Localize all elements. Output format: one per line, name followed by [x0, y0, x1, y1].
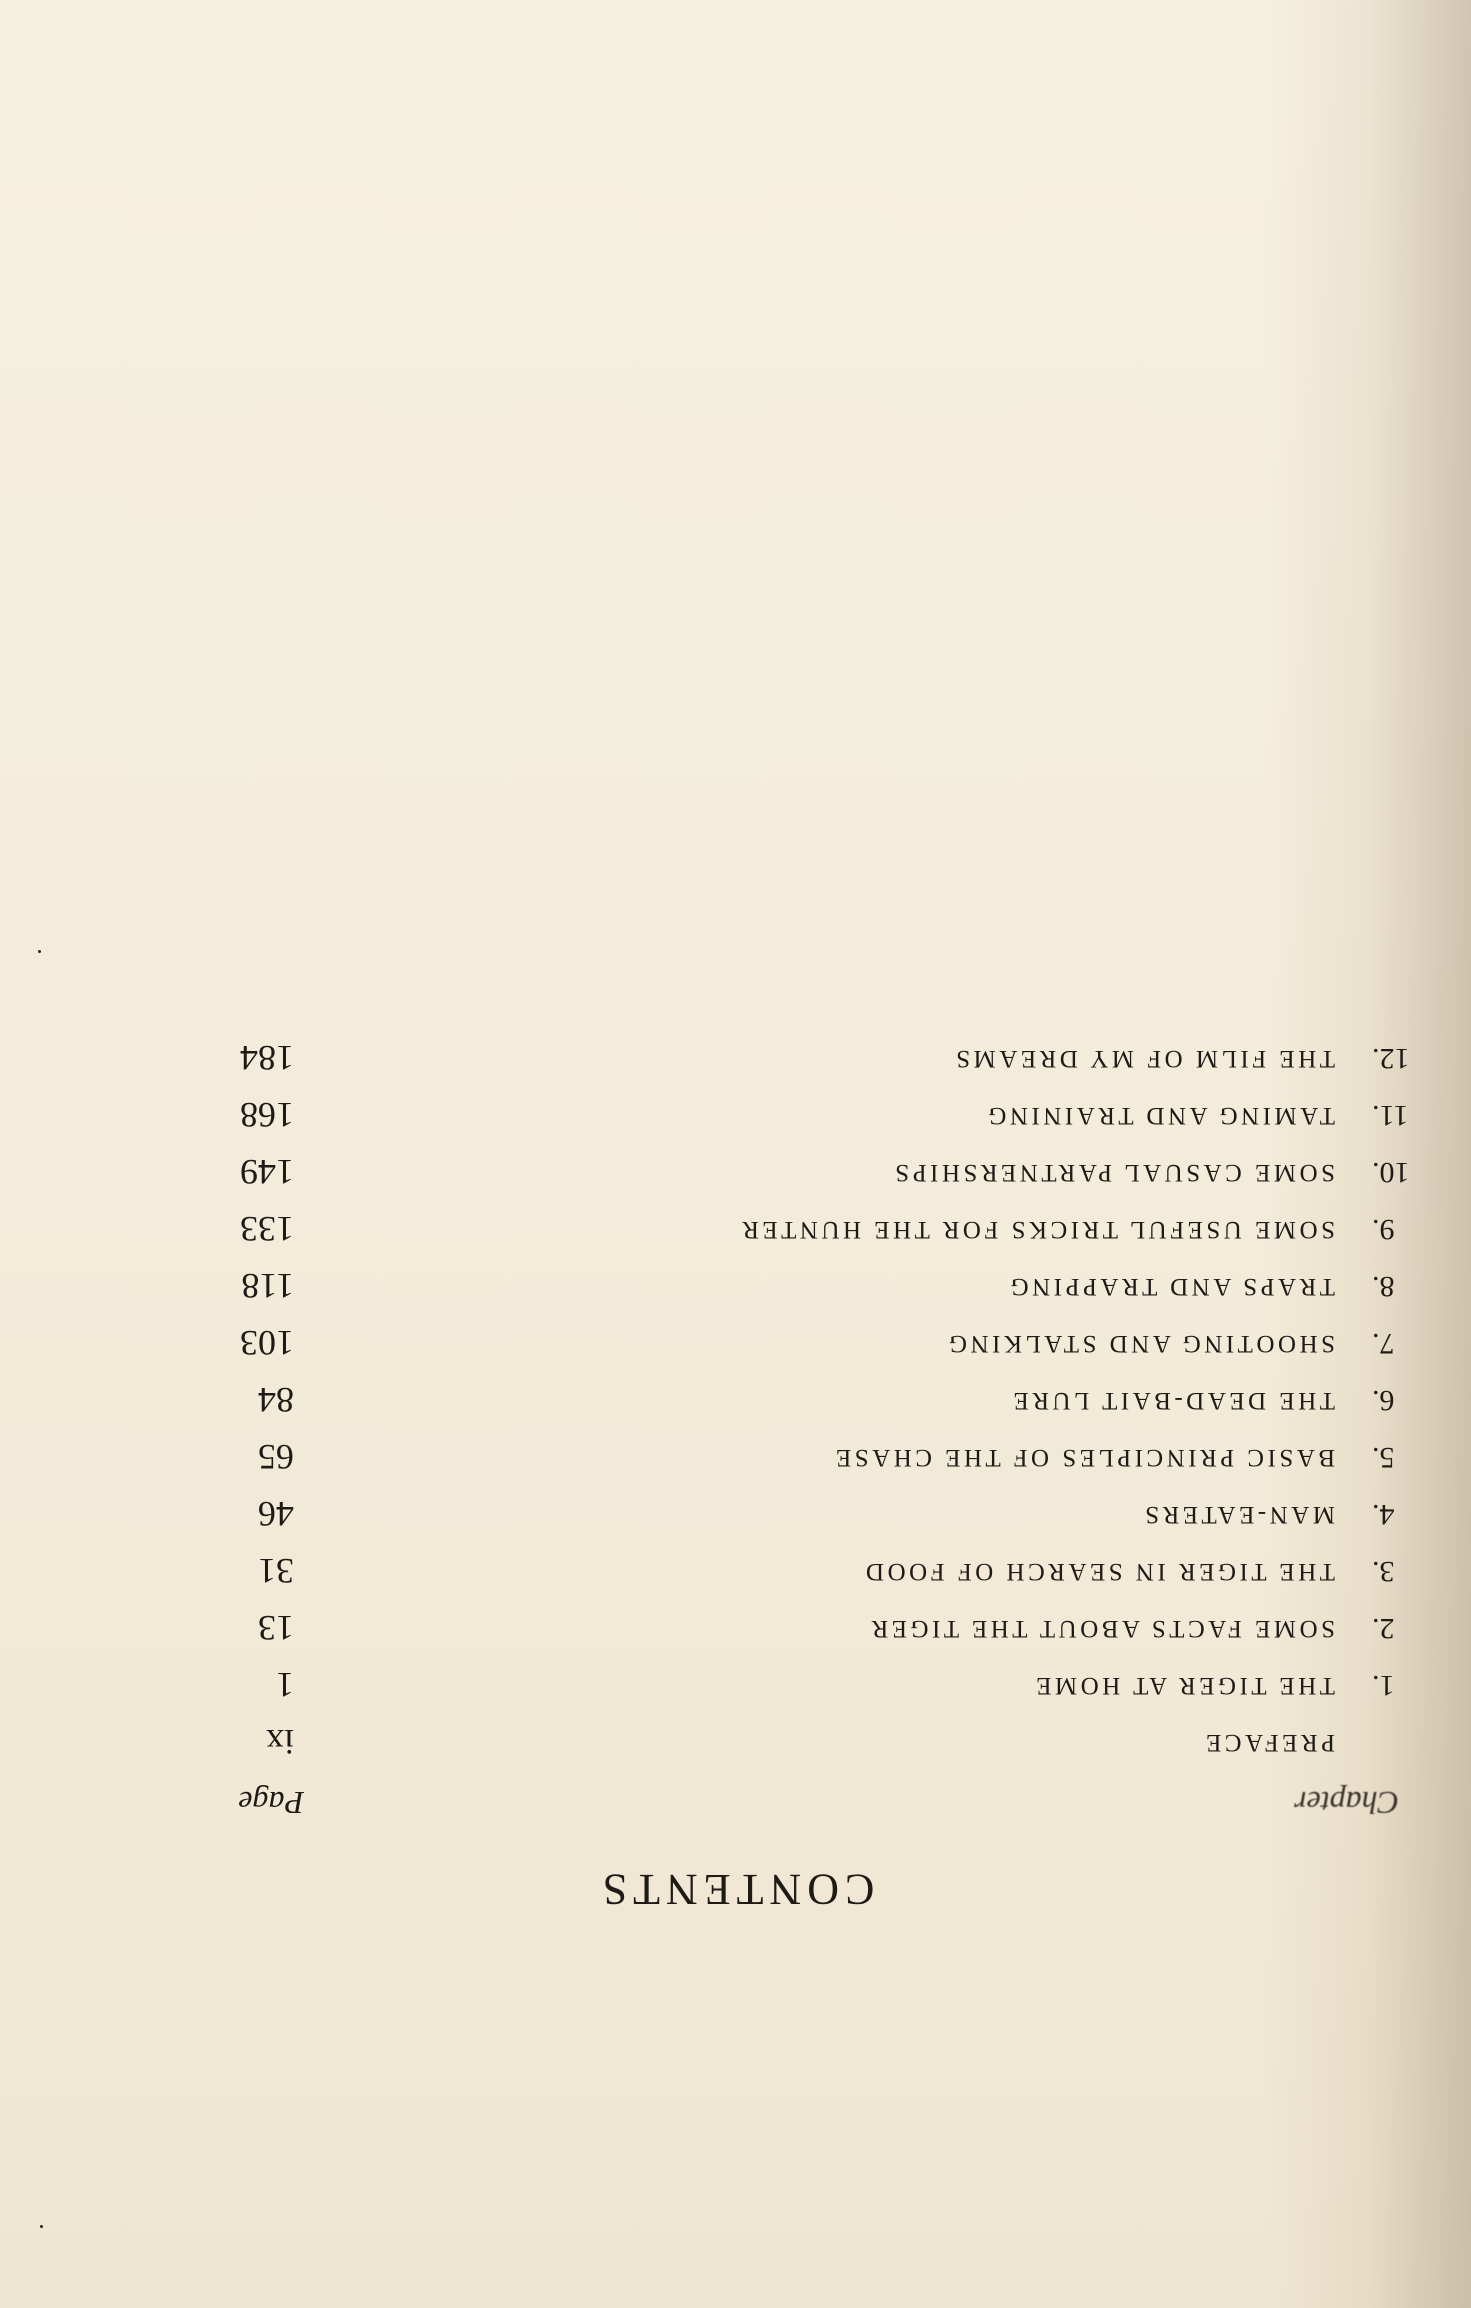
- page-number: 1: [276, 1665, 294, 1705]
- chapter-title: BASIC PRINCIPLES OF THE CHASE: [832, 1444, 1335, 1471]
- chapter-number: 9.: [1372, 1213, 1395, 1246]
- contents-entry: [0, 1152, 1471, 1192]
- page-number: 149: [240, 1152, 294, 1192]
- chapter-number: 5.: [1372, 1441, 1395, 1474]
- chapter-number: 4.: [1372, 1498, 1395, 1531]
- chapter-title: TAMING AND TRAINING: [984, 1102, 1335, 1129]
- page-number: 46: [258, 1494, 294, 1534]
- page-number: 31: [258, 1551, 294, 1591]
- contents-entry: [0, 1551, 1471, 1591]
- contents-entry: [0, 1608, 1471, 1648]
- chapter-title: SOME CASUAL PARTNERSHIPS: [891, 1159, 1335, 1186]
- chapter-title: PREFACE: [1202, 1729, 1335, 1756]
- chapter-number: 2.: [1372, 1612, 1395, 1645]
- chapter-number: 11.: [1372, 1099, 1409, 1132]
- chapter-title: THE DEAD-BAIT LURE: [1010, 1387, 1335, 1414]
- contents-entry: [0, 1494, 1471, 1534]
- chapter-title: SHOOTING AND STALKING: [945, 1330, 1335, 1357]
- chapter-title: THE TIGER IN SEARCH OF FOOD: [862, 1558, 1335, 1585]
- page-number: 184: [240, 1038, 294, 1078]
- chapter-title: THE TIGER AT HOME: [1032, 1672, 1335, 1699]
- page-number: 168: [240, 1095, 294, 1135]
- chapter-title: THE FILM OF MY DREAMS: [952, 1045, 1335, 1072]
- contents-entry: [0, 1209, 1471, 1249]
- paper-speck: [40, 2225, 43, 2228]
- page-number: 13: [258, 1608, 294, 1648]
- chapter-number: 12.: [1372, 1042, 1410, 1075]
- chapter-number: 10.: [1372, 1156, 1410, 1189]
- contents-entry: [0, 1437, 1471, 1477]
- page-number: 65: [258, 1437, 294, 1477]
- chapter-number: 8.: [1372, 1270, 1395, 1303]
- page-column-label: Page: [238, 1785, 304, 1821]
- contents-entry: [0, 1722, 1471, 1762]
- page-number: ix: [265, 1722, 294, 1762]
- chapter-number: 6.: [1372, 1384, 1395, 1417]
- contents-entry: [0, 1038, 1471, 1078]
- paper-speck: [38, 950, 41, 953]
- contents-entry: [0, 1095, 1471, 1135]
- chapter-number: 3.: [1372, 1555, 1395, 1588]
- chapter-title: TRAPS AND TRAPPING: [1007, 1273, 1335, 1300]
- page-number: 118: [241, 1266, 294, 1306]
- chapter-number: 1.: [1372, 1669, 1395, 1702]
- contents-entry: [0, 1665, 1471, 1705]
- chapter-title: MAN-EATERS: [1141, 1501, 1335, 1528]
- contents-entry: [0, 1266, 1471, 1306]
- chapter-number: 7.: [1372, 1327, 1395, 1360]
- chapter-title: SOME USEFUL TRICKS FOR THE HUNTER: [738, 1216, 1335, 1243]
- chapter-column-label: Chapter: [1294, 1785, 1399, 1821]
- page-number: 133: [240, 1209, 294, 1249]
- contents-entry: [0, 1323, 1471, 1363]
- contents-heading: CONTENTS: [596, 1865, 875, 1914]
- page-number: 84: [258, 1380, 294, 1420]
- contents-entry: [0, 1380, 1471, 1420]
- page-number: 103: [240, 1323, 294, 1363]
- chapter-title: SOME FACTS ABOUT THE TIGER: [868, 1615, 1335, 1642]
